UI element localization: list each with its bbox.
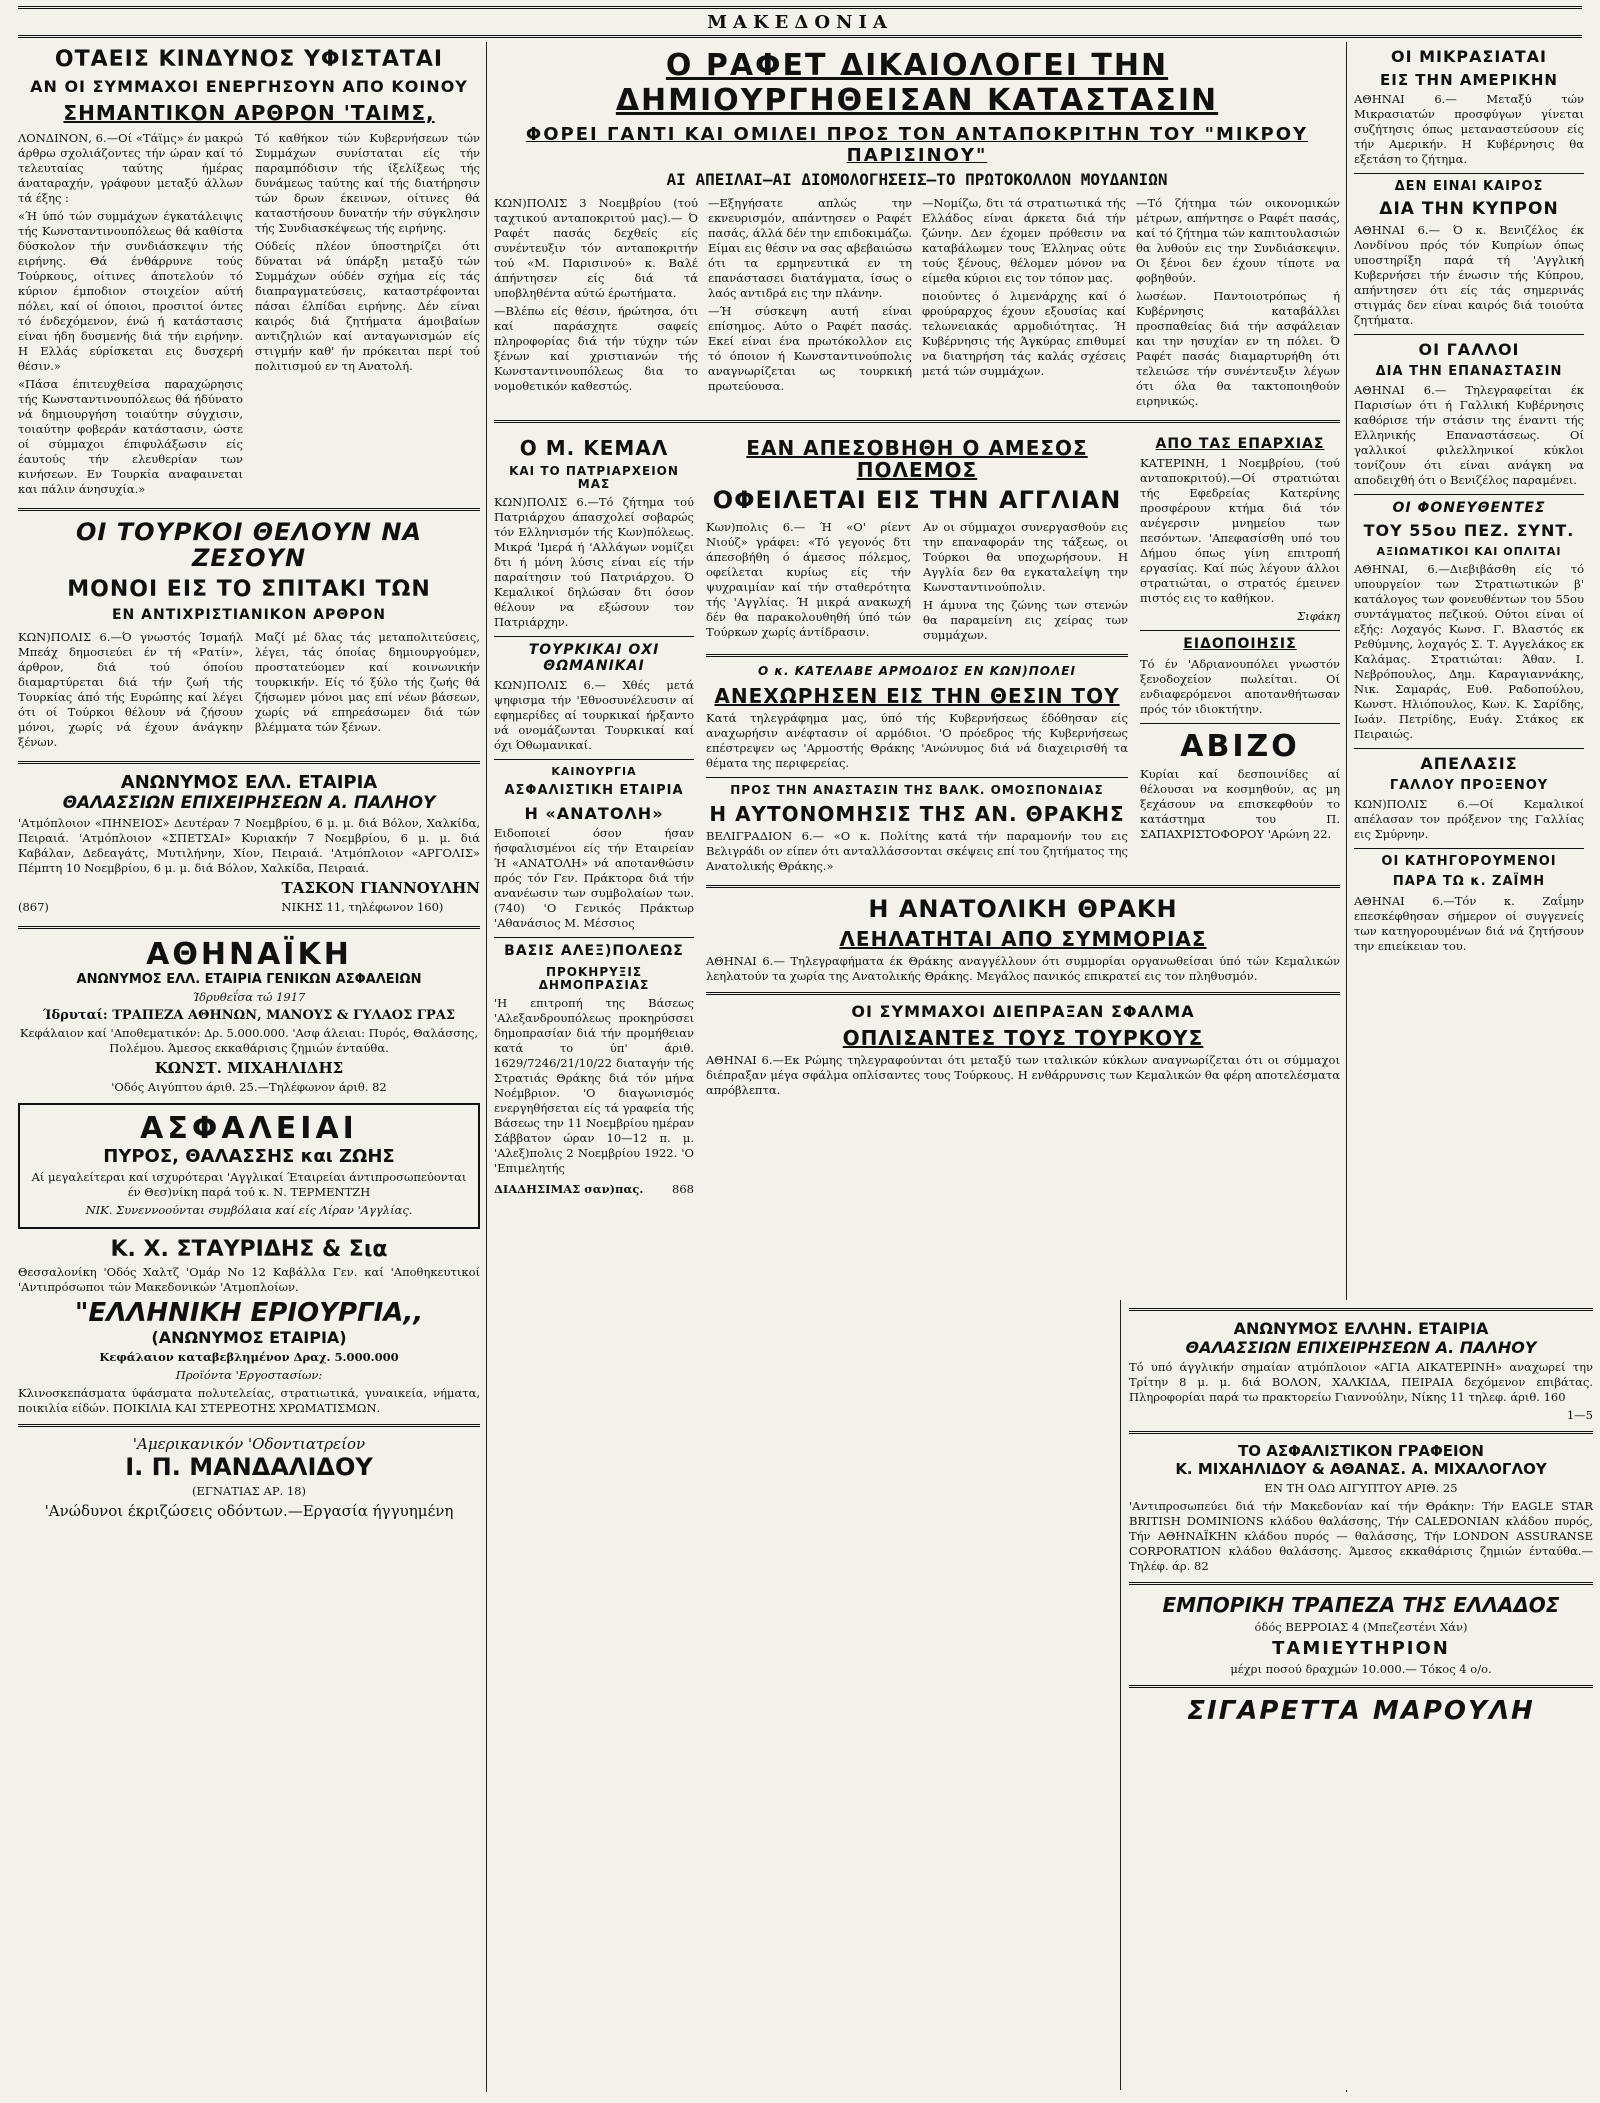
headline-killed-tag: ΑΞΙΩΜΑΤΙΚΟΙ ΚΑΙ ΟΠΛΙΤΑΙ — [1376, 544, 1562, 558]
headline-thrace: Η ΑΥΤΟΝΟΜΗΣΙΣ ΤΗΣ ΑΝ. ΘΡΑΚΗΣ — [709, 801, 1125, 826]
ad-title: ΑΝΩΝΥΜΟΣ ΕΛΛΗΝ. ΕΤΑΙΡΙΑ — [1233, 1319, 1489, 1338]
divider — [18, 1424, 480, 1427]
article-paragraph: λωσέων. Παντοιοτρόπως ή Κυβέρνησις καταβάλλει προσπαθείας διά τήν ασφάλειαν και την ησυχίαν εν τη πόλει. Ό Ραφέτ πασάς διαμαρτυρήθη ότι τελειώσε τήν συνέντευξιν λέγων ότι όλα θα τακτοποιηθούν ειρηνικώς. — [1136, 289, 1340, 408]
divider — [1354, 334, 1584, 335]
ad-body: μέχρι ποσού δραχμών 10.000.— Τόκος 4 ο/ο. — [1230, 1662, 1492, 1676]
ad-subtitle: ΑΝΩΝΥΜΟΣ ΕΛΛ. ΕΤΑΙΡΙΑ ΓΕΝΙΚΩΝ ΑΣΦΑΛΕΙΩΝ — [76, 972, 422, 988]
ad-body: Θεσσαλονίκη 'Οδός Χαλτζ 'Ομάρ Νο 12 Καβάλλα Γεν. καί 'Αποθηκευτικοί 'Αντιπρόσωποι τών Μακεδονικών 'Ατμοπλοίων. — [18, 1265, 480, 1295]
ad-agent: ΤΑΣΚΟΝ ΓΙΑΝΝΟΥΛΗΝ — [281, 879, 480, 898]
ad-agent: ΚΩΝΣΤ. ΜΙΧΑΗΛΙΔΗΣ — [154, 1059, 344, 1078]
headline-danger: ΟΤΑΕΙΣ ΚΙΝΔΥΝΟΣ ΥΦΙΣΤΑΤΑΙ — [54, 47, 444, 72]
divider — [494, 937, 694, 938]
divider — [1354, 173, 1584, 174]
divider — [1129, 1308, 1593, 1311]
ad-products: Προϊόντα 'Εργοστασίων: — [175, 1368, 323, 1383]
divider — [18, 508, 480, 511]
ad-subtitle: ΤΑΜΙΕΥΤΗΡΙΟΝ — [1272, 1638, 1450, 1659]
article-paragraph: ΚΑΤΕΡΙΝΗ, 1 Νοεμβρίου, (τού ανταποκριτού).—Οί στρατιώται τής Εφεδρείας Κατερίνης προσφέρουν κτήμα διά τόν ανέγερσιν μνημείου των πεσόντων. 'Απεφασίσθη υπό του Δήμου όπως γίνη επιτροπή εργασίας. Καί πώς λέγουν άλλοι στρατιώται, ο στρατός έμεινεν πιστός εις το καθήκον. — [1140, 456, 1340, 606]
ad-footer: ΝΙΚ. Συνεννοούνται συμβόλαια καί είς Λίραν 'Αγγλίας. — [85, 1203, 413, 1218]
ad-body: Ειδοποιεί όσον ήσαν ήσφαλισμένοι είς τήν Εταιρείαν Ή «ΑΝΑΤΟΛΗ» νά αποτανθώσιν πρός τόν Γεν. Πράκτορα διά τήν ανανέωσιν των συμβολαίων των. (740) 'Ο Γενικός Πράκτωρ 'Αθανάσιος Μ. Μέσσιος — [494, 826, 694, 931]
article-paragraph: ΚΩΝ)ΠΟΛΙΣ 6.—Ό γνωστός Ίσμαήλ Μπεάχ δημοσιεύει έν τή «Ρατίν», άρθρον, διά τού όποίου διαμαρτύρεται διά τήν ζωή τής Τουρκίας άπό τής Ευρώπης καί λέγει ότι οί Τούρκοι θέλουν νά ζήσουν μόνοι, χωρίς νά έχουν άνάγκην ξένων. — [18, 630, 243, 750]
article-paragraph: Κων)πολις 6.— Ή «Ο' ρίεντ Νιούζ» γράφει: «Τό γεγονός δτι άπεσοβήθη ό άμεσος πόλεμος, οφείλεται κυρίως είς τήν ψυχραιμίαν καί τήν σταθερότητα τής 'Αγγλίας. Ή μικρά ανακωχή δέν θα παρακολουθηθή ύπό τών Τούρκων χωρίς άντίδρασιν. — [706, 520, 911, 640]
divider — [18, 761, 480, 764]
ad-eriourgia-title: "ΕΛΛΗΝΙΚΗ ΕΡΙΟΥΡΓΙΑ,, — [74, 1298, 424, 1329]
divider — [18, 926, 480, 929]
lower-wide — [706, 431, 1340, 1200]
headline-war-sub: ΟΦΕΙΛΕΤΑΙ ΕΙΣ ΤΗΝ ΑΓΓΛΙΑΝ — [712, 486, 1122, 514]
ad-number: 868 — [672, 1181, 694, 1196]
headline-cyprus: ΔΕΝ ΕΙΝΑΙ ΚΑΙΡΟΣ — [1394, 179, 1544, 195]
headline-danger-tag: ΣΗΜΑΝΤΙΚΟΝ ΑΡΘΡΟΝ 'ΤΑΙΜΣ, — [63, 100, 435, 125]
article-paragraph: Μαζί μέ δλας τάς μεταπολιτεύσεις, λέγει, τάς όποίας δημιουργούμεν, προστατεύομεν καί κοινωνικήν τουρκικήν. Είς τό ξύλο τής ζωής θά ζήσωμεν μόνοι μας επί νέων βάσεων, χωρίς νά επηρεάσωμεν διά τών βλέμματα τών ξένων. — [255, 630, 480, 735]
headline-turks-sub: ΜΟΝΟΙ ΕΙΣ ΤΟ ΣΠΙΤΑΚΙ ΤΩΝ — [67, 576, 431, 602]
divider — [494, 636, 694, 637]
headline-pasha: Ο κ. ΚΑΤΕΛΑΒΕ ΑΡΜΟΔΙΟΣ ΕΝ ΚΩΝ)ΠΟΛΕΙ — [758, 664, 1076, 679]
ad-body: Κυρίαι καί δεσποινίδες αί θέλουσαι να κοσμηθούν, ας μη ξεχάσουν να επισκεφθούν το κατάστημα του Π. ΣΑΠΑΧΡΙΣΤΟΦΟΡΟΥ 'Αρώνη 22. — [1140, 766, 1340, 841]
right-ads — [1120, 1300, 1593, 2090]
headline-cyprus-sub: ΔΙΑ ΤΗΝ ΚΥΠΡΟΝ — [1379, 199, 1559, 220]
article-times — [18, 128, 480, 500]
headline-turks: ΟΙ ΤΟΥΡΚΟΙ ΘΕΛΟΥΝ ΝΑ ΖΕΣΟΥΝ — [76, 517, 422, 573]
ad-name: Κ. ΜΙΧΑΗΛΙΔΟΥ & ΑΘΑΝΑΣ. Α. ΜΙΧΑΛΟΓΛΟΥ — [1175, 1460, 1547, 1478]
article-paragraph: ΑΘΗΝΑΙ 6.— Μεταξύ τών Μικρασιατών προσφύγων γίνεται συζήτησις όπως μεταναστεύσουν είς τήν Αμερικήν. Η Κυβέρνησις θα εξετάση το ζήτημα. — [1354, 92, 1584, 167]
headline-expulsion: ΑΠΕΛΑΣΙΣ — [1420, 754, 1518, 774]
ad-title: ΑΝΩΝΥΜΟΣ ΕΛΛ. ΕΤΑΙΡΙΑ — [120, 772, 378, 794]
ad-subtitle: ΠΥΡΟΣ, ΘΑΛΑΣΣΗΣ και ΖΩΗΣ — [103, 1146, 395, 1168]
article-paragraph: ΑΘΗΝΑΙ 6.— Ό κ. Βενιζέλος έκ Λονδίνου πρός τόν Κυπρίων όπως υποστηρίξη παρά τή 'Αγγλική Κυβερνήσει τήν ένωσιν τής Κύπρου, απήντησεν ότι είς τάς σημερινάς στιγμάς δεν είναι καιρός διά τοιούτα ζητήματα. — [1354, 223, 1584, 328]
article-sign: Σιφάκη — [1297, 609, 1340, 624]
article-paragraph: ΚΩΝ)ΠΟΛΙΣ 3 Νοεμβρίου (τού ταχτικού ανταποκριτού μας).— Ό Ραφέτ πασάς δεχθείς είς συνέντευξιν τόν ανταποκριτήν τού «Μ. Παρισινού» κ. Βαλέ άπήντησεν είς διά τά υποβληθέντα αύτώ έρωτήματα. — [494, 196, 698, 300]
headline-war: ΕΑΝ ΑΠΕΣΟΒΗΘΗ Ο ΑΜΕΣΟΣ ΠΟΛΕΜΟΣ — [746, 436, 1088, 482]
divider — [1140, 630, 1340, 631]
divider — [1354, 748, 1584, 749]
headline-pasha-sub: ΑΝΕΧΩΡΗΣΕΝ ΕΙΣ ΤΗΝ ΘΕΣΙΝ ΤΟΥ — [714, 683, 1120, 708]
article-paragraph: ΑΘΗΝΑΙ 6.—Τόν κ. Ζαΐμην επεσκέφθησαν σήμερον οί συγγενείς των κατηγορουμένων διά νά ζητήσουν την επιείκειαν του. — [1354, 893, 1584, 953]
ad-body: Τό υπό άγγλικήν σημαίαν ατμόπλοιον «ΑΓΙΑ ΑΙΚΑΤΕΡΙΝΗ» αναχωρεί την Τρίτην 8 μ. μ. διά ΒΟΛΟΝ, ΧΑΛΚΙΔΑ, ΠΕΙΡΑΙΑ δεχόμενον επιβάτας. Πληροφορίαι παρά τω πρακτορείω Γιαννούλην, Νίκης 11 τηλεφ. άριθ. 160 — [1129, 1360, 1593, 1404]
ad-body: 'Αντιπροσωπεύει διά τήν Μακεδονίαν καί τήν Θράκην: Τήν EAGLE STAR BRITISH DOMINIONS κλάδου θαλάσσης, Τήν CALEDONIAN κλάδου πυρός, Τήν ΑΘΗΝΑΪΚΗΝ κλάδου πυρός — θαλάσσης, Τήν LONDON ASSURANSE CORPORATION κλάδου θαλάσσης. Άμεσος εκκαθάρισις ζημιών ένταύθα.—Τηλέφ. άρ. 82 — [1129, 1499, 1593, 1573]
ad-athinaiki — [18, 937, 480, 1095]
ad-body: 'Η επιτροπή της Βάσεως 'Αλεξανδρουπόλεως προκηρύσσει δημοπρασίαν διά τήν προμήθειαν κατά το ύπ' άριθ. 1629/7246/21/10/22 διαταγήν τής Στρατιάς Θράκης διά τόν μήνα Νοέμβριον. 'Ο διαγωνισμός ενεργηθήσεται είς τά γραφεία τής Βάσεως την 11 Νοεμβρίου ημέραν Σάββατον ώραν 10—12 π. μ. 'Αλεξ)πολις 2 Νοεμβρίου 1922. 'Ο 'Επιμελητής — [494, 995, 694, 1175]
article-paragraph: —Εξηγήσατε απλώς την εκνευρισμόν, απάντησεν ο Ραφέτ πασάς, άλλά δέν την επιδοκιμάζω. Είμαι εις θέσιν να σας αβεβαιώσω ότι τα ερμηνευτικά εν τη επανάστασει διατάγματα, ίσως ο λαός αντιδρά εις την πλάνην. — [708, 196, 912, 300]
ad-footer: ΔΙΑΔΗΣΙΜΑΣ σαν)πας. — [494, 1181, 644, 1196]
main-tagline: ΑΙ ΑΠΕΙΛΑΙ—ΑΙ ΔΙΟΜΟΛΟΓΗΣΕΙΣ—ΤΟ ΠΡΩΤΟΚΟΛΛΟΝ ΜΟΥΔΑΝΙΩΝ — [666, 170, 1168, 189]
headline-turks-tag: ΕΝ ΑΝΤΙΧΡΙΣΤΙΑΝΙΚΟΝ ΑΡΘΡΟΝ — [111, 606, 387, 623]
article-turks — [18, 627, 480, 753]
main-subheadline: ΦΟΡΕΙ ΓΑΝΤΙ ΚΑΙ ΟΜΙΛΕΙ ΠΡΟΣ ΤΟΝ ΑΝΤΑΠΟΚΡΙΤΗΝ ΤΟΥ "ΜΙΚΡΟΥ ΠΑΡΙΣΙΝΟΥ" — [525, 124, 1309, 166]
headline-asia-minor-sub: ΕΙΣ ΤΗΝ ΑΜΕΡΙΚΗΝ — [1380, 70, 1558, 89]
headline-auction-sub: ΠΡΟΚΗΡΥΞΙΣ ΔΗΜΟΠΡΑΣΙΑΣ — [538, 964, 650, 992]
lower-center — [494, 431, 1340, 1200]
ad-address: (ΕΓΝΑΤΙΑΣ ΑΡ. 18) — [191, 1484, 306, 1499]
article-paragraph: Η άμυνα της ζώνης των στενών θα παραμείνη εις χείρας των συμμάχων. — [923, 598, 1128, 643]
divider — [494, 759, 694, 760]
ad-body: Αί μεγαλείτεραι καί ισχυρότεραι 'Αγγλικαί Έταιρείαι άντιπροσωπεύονται έν Θεσ)νίκη παρά τού κ. Ν. ΤΕΡΜΕΝΤΖΗ — [31, 1170, 467, 1200]
headline-east-thrace: Η ΑΝΑΤΟΛΙΚΗ ΘΡΑΚΗ — [868, 894, 1178, 923]
article-paragraph: ΑΘΗΝΑΙ, 6.—Διεβιβάσθη είς τό υπουργείον των Στρατιωτικών β' κατάλογος των φονευθέντων του 55ου συντάγματος πεζικού. Ούτοι είναι οί εξής: Λοχαγός Κωνσ. Γ. Βλαστός εκ Ρεθύμνης, λοχαγός Σ. Τ. Αγγελάκος εκ Καλάμας. Στρατιώται: Άθαν. Ι. Νεβρόπουλος, Δημ. Καραγιαννάκης, Νικ. Σαμαράς, Ευθ. Ραδοπούλου, Κωνστ. Ηλιόπουλος, Κων. Κ. Σαρίδης, Ιωάν. Πετρίδης, Ευάγ. Στάκος εκ Πειραιώς. — [1354, 562, 1584, 742]
ad-title: ΑΣΦΑΛΙΣΤΙΚΗ ΕΤΑΙΡΙΑ — [504, 783, 684, 799]
ad-cigarette: ΣΙΓΑΡΕΤΤΑ ΜΑΡΟΥΛΗ — [1187, 1696, 1535, 1726]
headline-provinces: ΑΠΟ ΤΑΣ ΕΠΑΡΧΙΑΣ — [1155, 436, 1325, 452]
ad-stavridis-title: Κ. Χ. ΣΤΑΥΡΙΔΗΣ & Σια — [110, 1237, 388, 1263]
column-divider — [486, 42, 487, 2092]
article-paragraph: —Νομίζω, δτι τά στρατιωτικά τής Ελλάδος είναι άρκετα διά τήν ζώνην. Δεν έχομεν πρόθεσιν να καταβάλωμεν τους Έλληνας ούτε τούς ξένους, θέλομεν μόνον να είμεθα κύριοι εις τον τόπον μας. — [922, 196, 1126, 285]
ad-number: 1—5 — [1566, 1408, 1593, 1422]
ad-dentist-name: Ι. Π. ΜΑΝΔΑΛΙΔΟΥ — [125, 1453, 373, 1482]
divider — [1140, 723, 1340, 724]
headline-notice: ΕΙΔΟΠΟΙΗΣΙΣ — [1183, 636, 1297, 653]
article-paragraph: ποιούντες ό λιμενάρχης καί ό φρούραρχος έχουν εξουσίας καί τελωνειακάς αρμοδιότητας. Ή Κυβέρνησις τής Άγκύρας επιθυμεί να διατηρήση τάς καλάς σχέσεις μετά τών συμμάχων. — [922, 289, 1126, 378]
divider — [494, 420, 1340, 423]
headline-allies-sub: ΟΠΛΙΣΑΝΤΕΣ ΤΟΥΣ ΤΟΥΡΚΟΥΣ — [842, 1025, 1204, 1050]
ad-body: Τό έν 'Αδριανουπόλει γνωστόν ξενοδοχείον πωλείται. Οί ενδιαφερόμενοι αποτανθήτωσαν πρός τόν ιδιοκτήτην. — [1140, 656, 1340, 716]
divider — [706, 885, 1340, 888]
article-paragraph: ΑΘΗΝΑΙ 6.—Εκ Ρώμης τηλεγραφούνται ότι μεταξύ των ιταλικών κύκλων αναγνωρίζεται ότι οι σύμμαχοι διέπραξαν μέγα σφάλμα οπλίσαντες τους Τούρκους. Η ενθάρρυνσις των Κεμαλικών θα φέρη αποτελέσματα απρόβλεπτα. — [706, 1052, 1340, 1097]
headline-allies: ΟΙ ΣΥΜΜΑΧΟΙ ΔΙΕΠΡΑΞΑΝ ΣΦΑΛΜΑ — [851, 1002, 1195, 1022]
ad-founders: Ίδρυταί: ΤΡΑΠΕΖΑ ΑΘΗΝΩΝ, ΜΑΝΟΥΣ & ΓΥΛΑΟΣ ΓΡΑΣ — [42, 1008, 456, 1024]
masthead — [18, 6, 1582, 38]
divider — [706, 777, 1128, 778]
divider — [706, 992, 1340, 995]
ad-address: 'Οδός Αιγύπτου άριθ. 25.—Τηλέφωνον άριθ. 82 — [111, 1080, 387, 1095]
ad-footer: 'Ανώδυνοι έκριζώσεις οδόντων.—Εργασία ήγγυημένη — [44, 1502, 454, 1521]
ad-year: Ίδρυθεΐσα τώ 1917 — [192, 990, 306, 1005]
headline-east-thrace-sub: ΛΕΗΛΑΤΗΤΑΙ ΑΠΟ ΣΥΜΜΟΡΙΑΣ — [839, 927, 1207, 952]
ad-subtitle: ΘΑΛΑΣΣΙΩΝ ΕΠΙΧΕΙΡΗΣΕΩΝ Α. ΠΑΛΗΟΥ — [62, 793, 436, 814]
ad-dentist-title: 'Αμερικανικόν 'Οδοντιατρείον — [132, 1435, 366, 1454]
ad-title: ΑΣΦΑΛΕΙΑΙ — [140, 1111, 358, 1147]
main-headline: Ο ΡΑΦΕΤ ΔΙΚΑΙΟΛΟΓΕΙ ΤΗΝ ΔΗΜΙΟΥΡΓΗΘΕΙΣΑΝ ΚΑΤΑΣΤΑΣΙΝ — [615, 48, 1219, 118]
ad-insurance-box — [18, 1103, 480, 1229]
article-paragraph: ΚΩΝ)ΠΟΛΙΣ 6.—Οί Κεμαλικοί απέλασαν τον πρόξενον της Γαλλίας εις Σμύρνην. — [1354, 796, 1584, 841]
main-article — [494, 193, 1340, 412]
headline-thrace-tag: ΠΡΟΣ ΤΗΝ ΑΝΑΣΤΑΣΙΝ ΤΗΣ ΒΑΛΚ. ΟΜΟΣΠΟΝΔΙΑΣ — [730, 782, 1104, 797]
divider — [1354, 848, 1584, 849]
ad-address: όδός ΒΕΡΡΟΙΑΣ 4 (Μπεζεστένι Χάν) — [1254, 1620, 1468, 1634]
article-paragraph: Ούδείς πλέον ύποστηρίζει ότι δύναται νά ύπάρξη μεταξύ τών Συμμάχων ούδέν σχήμα είς τάς διαπραγματεύσεις, καταστρέφονται πάσαι έλπίδαι ειρήνης. Δέν είναι καιρός διά ζητήματα άμοιβαίων αντιζηλιών καί ανταγωνισμών είς στιγμήν καθ' ήν πρόκειται περί τού πολιτισμού εν τη Ανατολή. — [255, 238, 480, 373]
article-paragraph: Κατά τηλεγράφημα μας, ύπό τής Κυβερνήσεως έδόθησαν είς αναχωρήσιν ανέφτασιν οί αρμόδιοι. 'Ο πρόεδρος τής Κυβερνήσεως επέστρεψεν ως 'Αρμοστής Θράκης 'Ανώνυμος διά νά διαχειρισθή τα θέματα της περιφερείας. — [706, 710, 1128, 770]
headline-kemal-sub: ΚΑΙ ΤΟ ΠΑΤΡΙΑΡΧΕΙΟΝ ΜΑΣ — [509, 464, 679, 492]
ad-address: ΕΝ ΤΗ ΟΔΩ ΑΙΓΥΠΤΟΥ ΑΡΙΘ. 25 — [1264, 1481, 1458, 1495]
article-paragraph: ΚΩΝ)ΠΟΛΙΣ 6.—Τό ζήτημα τού Πατριάρχου άπασχολεί σοβαρώς τόν Ελληνισμόν τής Κων)πόλεως. Μικρά 'Ιμερά ή 'Αλλάγων νομίζει δτι ή μόνη λύσις είναι είς τήν παραίτησιν τού Πατριάρχου. Ό Κεμαλικοί δηλώσαν δτι όσον θέλουν να εξώσουν τον Πατριάρχην. — [494, 495, 694, 630]
article-paragraph: ΛΟΝΔΙΝΟΝ, 6.—Οί «Τάϊμς» έν μακρώ άρθρω σχολιάζοντες τήν ώραν καί τό τελευταίας ταύτης ήμέρας άναταραχήν, γράφουν μεταξύ άλλων τά έξης : — [18, 130, 243, 205]
ad-title: ΑΘΗΝΑΪΚΗ — [146, 937, 352, 973]
headline-expulsion-sub: ΓΑΛΛΟΥ ΠΡΟΞΕΝΟΥ — [1389, 777, 1549, 793]
ad-subtitle: (ΑΝΩΝΥΜΟΣ ΕΤΑΙΡΙΑ) — [151, 1328, 347, 1348]
ad-subtitle: ΘΑΛΑΣΣΙΩΝ ΕΠΙΧΕΙΡΗΣΕΩΝ Α. ΠΑΛΗΟΥ — [1185, 1338, 1537, 1357]
article-paragraph: ΒΕΛΙΓΡΑΔΙΟΝ 6.— «Ο κ. Πολίτης κατά τήν παραμονήν του εις Βελιγράδι ον είπεν ότι ανταλλάσσονται σκέψεις επί του ζητήματος της Ανατολικής Θράκης.» — [706, 828, 1128, 873]
divider — [1129, 1582, 1593, 1585]
ad-name: Η «ΑΝΑΤΟΛΗ» — [524, 803, 664, 823]
article-paragraph: Αν οι σύμμαχοι συνεργασθούν εις την επαναφοράν της τάξεως, οι Τούρκοι θα υποχωρήσουν. Η Αγγλία δεν θα εγκαταλείψη την Κωνσταντινούπολιν. — [923, 520, 1128, 595]
ad-address: ΝΙΚΗΣ 11, τηλέφωνον 160) — [281, 900, 444, 915]
article-paragraph: «Ή ύπό τών συμμάχων έγκατάλειψις τής Κωνσταντινουπόλεως θά καθίστα δύσκολον τήν συνδιάσκεψιν τής ειρήνης. Θά ένθάρρυνε τούς Τούρκους, οίτινες άποτελούν τό κύριον έμποδιον στοιχείον αύτή πόλει, καί οί όποιοι, προσιτοί όντες τό ένδεχόμενον, ένώ ή κατάστασις είναι ήδη δυσμενής διά τήν ειρήνην. Η Ελλάς εύρίσκεται εις δυσχερή θέσιν.» — [18, 208, 243, 373]
article-paragraph: —Βλέπω είς θέσιν, ήρώτησα, ότι καί παράσχητε σαφείς πληροφορίας διά τήν τύχην τών ξένων καί χριστιανών τής Κωνσταντινουπόλεως δια το νομοθετικόν καθεστώς. — [494, 304, 698, 393]
divider — [1129, 1431, 1593, 1434]
headline-danger-sub: ΑΝ ΟΙ ΣΥΜΜΑΧΟΙ ΕΝΕΡΓΗΣΟΥΝ ΑΠΟ ΚΟΙΝΟΥ — [30, 77, 468, 97]
headline-asia-minor: ΟΙ ΜΙΚΡΑΣΙΑΤΑΙ — [1390, 47, 1548, 66]
article-paragraph: —Τό ζήτημα τών οικονομικών μέτρων, απήντησε ο Ραφέτ πασάς, καί τό ζήτημα τών καπιτουλασιών θα λυθούν εις την Συνδιάσκεψιν. Οι ξένοι δεν έχουν τίποτε να φοβηθούν. — [1136, 196, 1340, 285]
article-paragraph: Τό καθήκον τών Κυβερνήσεων τών Συμμάχων συνίσταται είς τήν παραμπόδισιν τής ίξελίξεως τής δυνάμεως ταύτης καί τής διατήρησιν τών δρων έκεινων, οίτινες θά καταστήσουν δυνατήν τήν σύγκλησιν τής Συνδιασκέψεως τής ειρήνης. — [255, 130, 480, 235]
headline-kemal: Ο Μ. ΚΕΜΑΛ — [519, 436, 669, 460]
ad-body: Κλινοσκεπάσματα ύφάσματα πολυτελείας, στρατιωτικά, γυναικεία, νήματα, ποικιλία είδών. ΠΟΙΚΙΛΙΑ ΚΑΙ ΣΤΕΡΕΟΤΗΣ ΧΡΩΜΑΤΙΣΜΩΝ. — [18, 1386, 480, 1416]
divider — [1354, 494, 1584, 495]
headline-killed: ΟΙ ΦΟΝΕΥΘΕΝΤΕΣ — [1392, 499, 1546, 516]
ad-tag: ΚΑΙΝΟΥΡΓΙΑ — [551, 765, 637, 779]
article-paragraph: ΚΩΝ)ΠΟΛΙΣ 6.— Χθές μετά ψηφισμα τήν 'Εθνοσυνέλευσιν αί εφημερίδες αί τουρκικαί ήρξαντο νά ονομάζωνται Τουρκικαί καί όχι Όθωμανικαί. — [494, 678, 694, 753]
ad-number: (867) — [18, 900, 49, 915]
headline-french: ΟΙ ΓΑΛΛΟΙ — [1418, 340, 1520, 360]
ad-body: 'Ατμόπλοιον «ΠΗΝΕΙΟΣ» Δευτέραν 7 Νοεμβρίου, 6 μ. μ. διά Βόλον, Χαλκίδα, Πειραιά. 'Ατμόπλοιον «ΣΠΕΤΣΑΙ» Κυριακήν 7 Νοεμβρίου, 6 μ. μ. διά Καβάλαν, Δεδεαγάτς, Μυτιλήνην, Χίον, Πειραιά. 'Ατμόπλοιον «ΑΡΓΟΛΙΣ» Πέμπτη 10 Νοεμβρίου, 6 μ. μ. διά Βόλον, Χαλκίδα, Πειραιά. — [18, 816, 480, 876]
headline-turkish: ΤΟΥΡΚΙΚΑΙ ΟΧΙ ΘΩΜΑΝΙΚΑΙ — [528, 642, 660, 674]
ad-paliou — [18, 772, 480, 918]
narrow-column — [494, 431, 694, 1200]
ad-capital: Κεφάλαιον καταβεβλημένον Δραχ. 5.000.000 — [99, 1350, 399, 1365]
divider — [706, 654, 1128, 657]
masthead-title: ΜΑΚΕΔΟΝΙΑ — [689, 12, 911, 33]
headline-french-sub: ΔΙΑ ΤΗΝ ΕΠΑΝΑΣΤΑΣΙΝ — [1375, 363, 1563, 379]
headline-auction: ΒΑΣΙΣ ΑΛΕΞ)ΠΟΛΕΩΣ — [504, 943, 684, 960]
headline-killed-sub: ΤΟΥ 55ου ΠΕΖ. ΣΥΝΤ. — [1363, 521, 1575, 541]
headline-abizo: ΑΒΙΖΟ — [1180, 728, 1300, 764]
divider — [1129, 1685, 1593, 1688]
ad-bank-title: ΕΜΠΟΡΙΚΗ ΤΡΑΠΕΖΑ ΤΗΣ ΕΛΛΑΔΟΣ — [1162, 1593, 1560, 1617]
ad-title: ΤΟ ΑΣΦΑΛΙΣΤΙΚΟΝ ΓΡΑΦΕΙΟΝ — [1238, 1442, 1484, 1460]
ad-body: Κεφάλαιον καί 'Αποθεματικόν: Δρ. 5.000.000. 'Ασφ άλειαι: Πυρός, Θαλάσσης, Πολέμου. Άμεσος εκκαθάρισις ζημιών ένταύθα. — [19, 1026, 479, 1056]
headline-accused: ΟΙ ΚΑΤΗΓΟΡΟΥΜΕΝΟΙ — [1381, 853, 1557, 869]
left-column — [18, 42, 480, 2092]
article-paragraph: «Πάσα έπιτευχθείσα παραχώρησις τής Κωνσταντινουπόλεως θά ήδύνατο νά δημιουργήση τοιαύτην σύγχισιν, τοιαύτην φοβεράν κατάστασιν, ώστε οί σύμμαχοι έπιφυλάξωσιν είς έαυτούς τήν ελευθερίαν των κινήσεων. Εν Τουρκία αναφαινεται και πάλιν άνησυχία.» — [18, 376, 243, 496]
article-paragraph: —Ή σύσκεψη αυτή είναι επίσημος. Αύτο ο Ραφέτ πασάς. Εκεί είναι ένα πρωτόκολλον εις τό όποιον ή Κωνσταντινούπολις αναγνωρίζεται ως τουρκική πρωτεύουσα. — [708, 304, 912, 393]
article-paragraph: ΑΘΗΝΑΙ 6.— Τηλεγραφείται έκ Παρισίων ότι ή Γαλλική Κυβέρνησις καθόρισε τήν στάσιν της έναντι τής Ελληνικής Επαναστάσεως. Οί γαλλικοί φιλελληνικοί κύκλοι τονίζουν ότι είναι ανάγκη να αποδειχθή ότι ο Βενιζέλος παραμένει. — [1354, 382, 1584, 487]
headline-accused-sub: ΠΑΡΑ ΤΩ κ. ΖΑΪΜΗ — [1392, 874, 1546, 890]
article-paragraph: ΑΘΗΝΑΙ 6.— Τηλεγραφήματα έκ Θράκης αναγγέλλουν ότι συμμορίαι οργανωθείσαι ύπό τών Κεμαλικών λεηλατούν τα χωρία της Ανατολικής Θράκης. Μεγάλος πανικός επικρατεί εις τον πληθυσμόν. — [706, 954, 1340, 984]
